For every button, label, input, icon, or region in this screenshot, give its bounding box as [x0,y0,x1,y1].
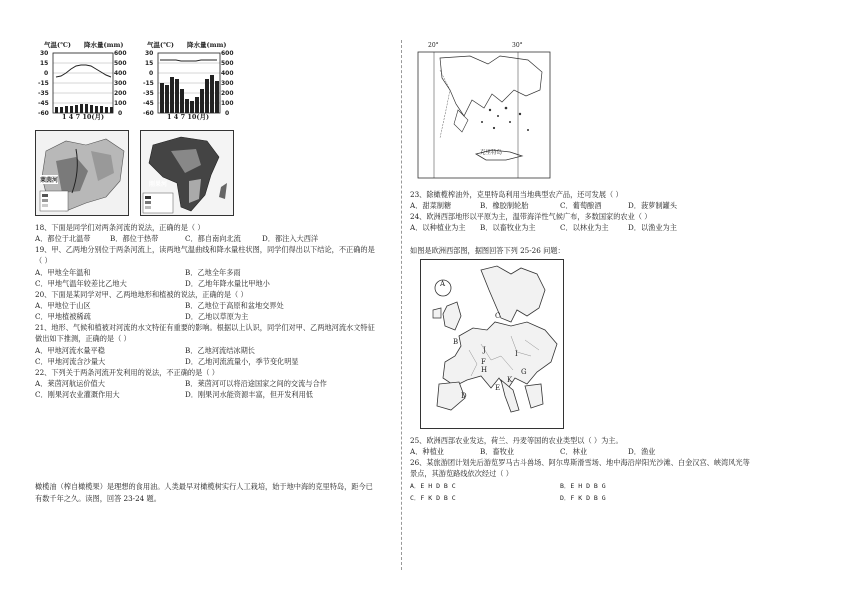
svg-text:-15: -15 [143,80,154,87]
q20-option-b[interactable]: B．乙地位于高原和盆地交界处 [185,301,284,310]
svg-text:400: 400 [114,70,127,77]
svg-text:15: 15 [40,60,49,67]
svg-text:-60: -60 [38,110,49,117]
congo-map-graphic [141,131,233,215]
svg-text:0: 0 [44,70,49,77]
q22-option-c[interactable]: C．刚果河农业灌溉作用大 [35,390,120,399]
q25-option-c[interactable]: C．林业 [560,447,588,456]
svg-text:400: 400 [221,70,234,77]
q24-option-b[interactable]: B．以畜牧业为主 [480,223,536,232]
question-22-stem: 22、下列关于两条河流开发利用的说法，不正确的是（ ） [35,368,219,377]
q26-option-d[interactable]: D．F K D B G [560,494,606,502]
question-19-stem: 19、甲、乙两地分别位于两条河流上，读两地气温曲线和降水量柱状图，同学们得出以下结论，不正确的是 [35,245,375,254]
q18-option-b[interactable]: B．都位于热带 [110,234,159,243]
q21-option-d[interactable]: D．乙地河流流量小，季节变化明显 [185,357,299,366]
svg-text:0: 0 [225,110,230,117]
q26-option-b[interactable]: B．E H D B G [560,482,606,490]
months-label: 1 4 7 10(月) [62,113,105,121]
map-letter-j: J [483,346,486,354]
question-23-stem: 23、除橄榄榨油外，克里特岛利用当地典型农产品，还可发展（ ） [410,190,623,199]
congo-map [140,130,234,216]
svg-text:600: 600 [114,50,127,57]
map-letter-e: E [495,384,501,392]
q20-option-c[interactable]: C．甲地植被稀疏 [35,312,91,321]
lon-label-20: 20° [428,42,439,49]
q21-option-a[interactable]: A．甲地河流水量平稳 [35,346,105,355]
q19-option-b[interactable]: B．乙地全年多雨 [185,268,241,277]
svg-text:100: 100 [114,100,127,107]
q26-option-c[interactable]: C．F K D B C [410,494,456,502]
question-26-stem: 26、某旅游团计划先后游览罗马古斗兽场、阿尔卑斯滑雪场、地中海沿岸阳光沙滩、白金汉宫、峡湾风光等 [410,458,750,467]
map-letter-k: K [507,376,513,384]
greece-map [410,40,560,188]
climate-chart-right [143,40,243,120]
crete-label: 克里特岛 [480,150,503,156]
svg-text:15: 15 [145,60,154,67]
olive-intro-line-1: 橄榄油（榨自橄榄果）是理想的食用油。人类最早对橄榄树实行人工栽培，始于地中海的克里特岛，距今已 [35,482,373,491]
olive-intro-line-2: 有数千年之久。读图，回答 23-24 题。 [35,494,161,503]
svg-text:300: 300 [114,80,127,87]
map-letter-f: F [481,358,486,366]
svg-text:600: 600 [221,50,234,57]
svg-text:500: 500 [114,60,127,67]
svg-text:-45: -45 [38,100,49,107]
svg-text:300: 300 [221,80,234,87]
column-divider [401,40,402,570]
svg-text:200: 200 [221,90,234,97]
temp-label: 气温(℃) [147,41,174,49]
temp-label: 气温(℃) [44,41,71,49]
precip-label: 降水量(mm) [84,41,124,49]
map-letter-h: H [481,366,488,374]
months-label: 1 4 7 10(月) [167,113,210,121]
q20-option-a[interactable]: A．甲地位于山区 [35,301,91,310]
svg-text:30: 30 [145,50,154,57]
map-letter-b: B [453,338,459,346]
question-21-stem: 21、地形、气候和植被对河流的水文特征有重要的影响。根据以上认识，同学们对甲、乙两地河流水文特征 [35,323,375,332]
svg-text:-35: -35 [143,90,154,97]
svg-text:500: 500 [221,60,234,67]
q24-option-c[interactable]: C．以林业为主 [560,223,609,232]
question-21-stem-cont: 做出如下推测，正确的是（ ） [35,334,131,343]
q23-option-a[interactable]: A．甜菜制糖 [410,201,452,210]
q19-option-c[interactable]: C．甲地气温年较差比乙地大 [35,279,127,288]
q26-option-a[interactable]: A．E H D B C [410,482,456,490]
rhine-map [35,130,129,216]
europe-map [420,259,564,429]
question-26-stem-cont: 景点，其游览路线依次经过（ ） [410,469,513,478]
svg-text:0: 0 [149,70,154,77]
map-letter-c: C [495,312,501,320]
map-letter-g: G [521,368,527,376]
q22-option-b[interactable]: B．莱茵河可以将沿途国家之间的交流与合作 [185,379,327,388]
climate-chart-left-graph [38,49,133,121]
question-24-stem: 24、欧洲西部地形以平原为主，温带海洋性气候广布，多数国家的农业（ ） [410,212,652,221]
svg-text:-15: -15 [38,80,49,87]
rhine-map-graphic [36,131,128,215]
climate-chart-right-graph [143,49,243,121]
q18-option-c[interactable]: C．都自南向北流 [185,234,241,243]
q24-option-d[interactable]: D．以渔业为主 [628,223,677,232]
svg-text:30: 30 [40,50,49,57]
river-label-rhine: 莱茵河 [40,177,59,184]
svg-text:-45: -45 [143,100,154,107]
precip-label: 降水量(mm) [187,41,227,49]
q19-option-a[interactable]: A．甲地全年温和 [35,268,91,277]
q23-option-b[interactable]: B．橡胶制轮胎 [480,201,529,210]
greece-map-graphic [410,50,560,188]
q23-option-c[interactable]: C．葡萄酿酒 [560,201,602,210]
q22-option-d[interactable]: D．刚果河水能资源丰富，但开发利用低 [185,390,313,399]
q25-option-b[interactable]: B．畜牧业 [480,447,515,456]
svg-text:-60: -60 [143,110,154,117]
q18-option-a[interactable]: A．都位于北温带 [35,234,91,243]
q23-option-d[interactable]: D．菠萝制罐头 [628,201,677,210]
map-letter-d: D [461,392,467,400]
question-25-stem: 25、欧洲西部农业发达，荷兰、丹麦等国的农业类型以（ ）为主。 [410,436,623,445]
map-letter-i: I [515,350,518,358]
q21-option-b[interactable]: B．乙地河流结冰期长 [185,346,255,355]
question-18-stem: 18、下面是同学们对两条河流的说法，正确的是（ ） [35,223,205,232]
lon-label-30: 30° [512,42,523,49]
map-letter-a: A [440,280,446,288]
q25-option-d[interactable]: D．渔业 [628,447,656,456]
q18-option-d[interactable]: D．都注入大西洋 [262,234,319,243]
q19-option-d[interactable]: D．乙地年降水量比甲地小 [185,279,270,288]
svg-text:0: 0 [118,110,123,117]
q25-option-a[interactable]: A．种植业 [410,447,444,456]
question-19-stem-cont: （ ） [35,256,52,265]
climate-chart-left [38,40,133,120]
river-label-congo: 刚果河 [149,181,168,188]
question-20-stem: 20、下面是某同学对甲、乙两地地形和植被的说法，正确的是（ ） [35,290,248,299]
q22-option-a[interactable]: A．莱茵河航运价值大 [35,379,105,388]
svg-text:-35: -35 [38,90,49,97]
svg-text:200: 200 [114,90,127,97]
q24-option-a[interactable]: A．以种植业为主 [410,223,466,232]
q20-option-d[interactable]: D．乙地以草原为主 [185,312,249,321]
q21-option-c[interactable]: C．甲地河流含沙量大 [35,357,106,366]
svg-text:100: 100 [221,100,234,107]
europe-intro: 如图是欧洲西部图，据图回答下列 25-26 问题： [410,246,565,255]
